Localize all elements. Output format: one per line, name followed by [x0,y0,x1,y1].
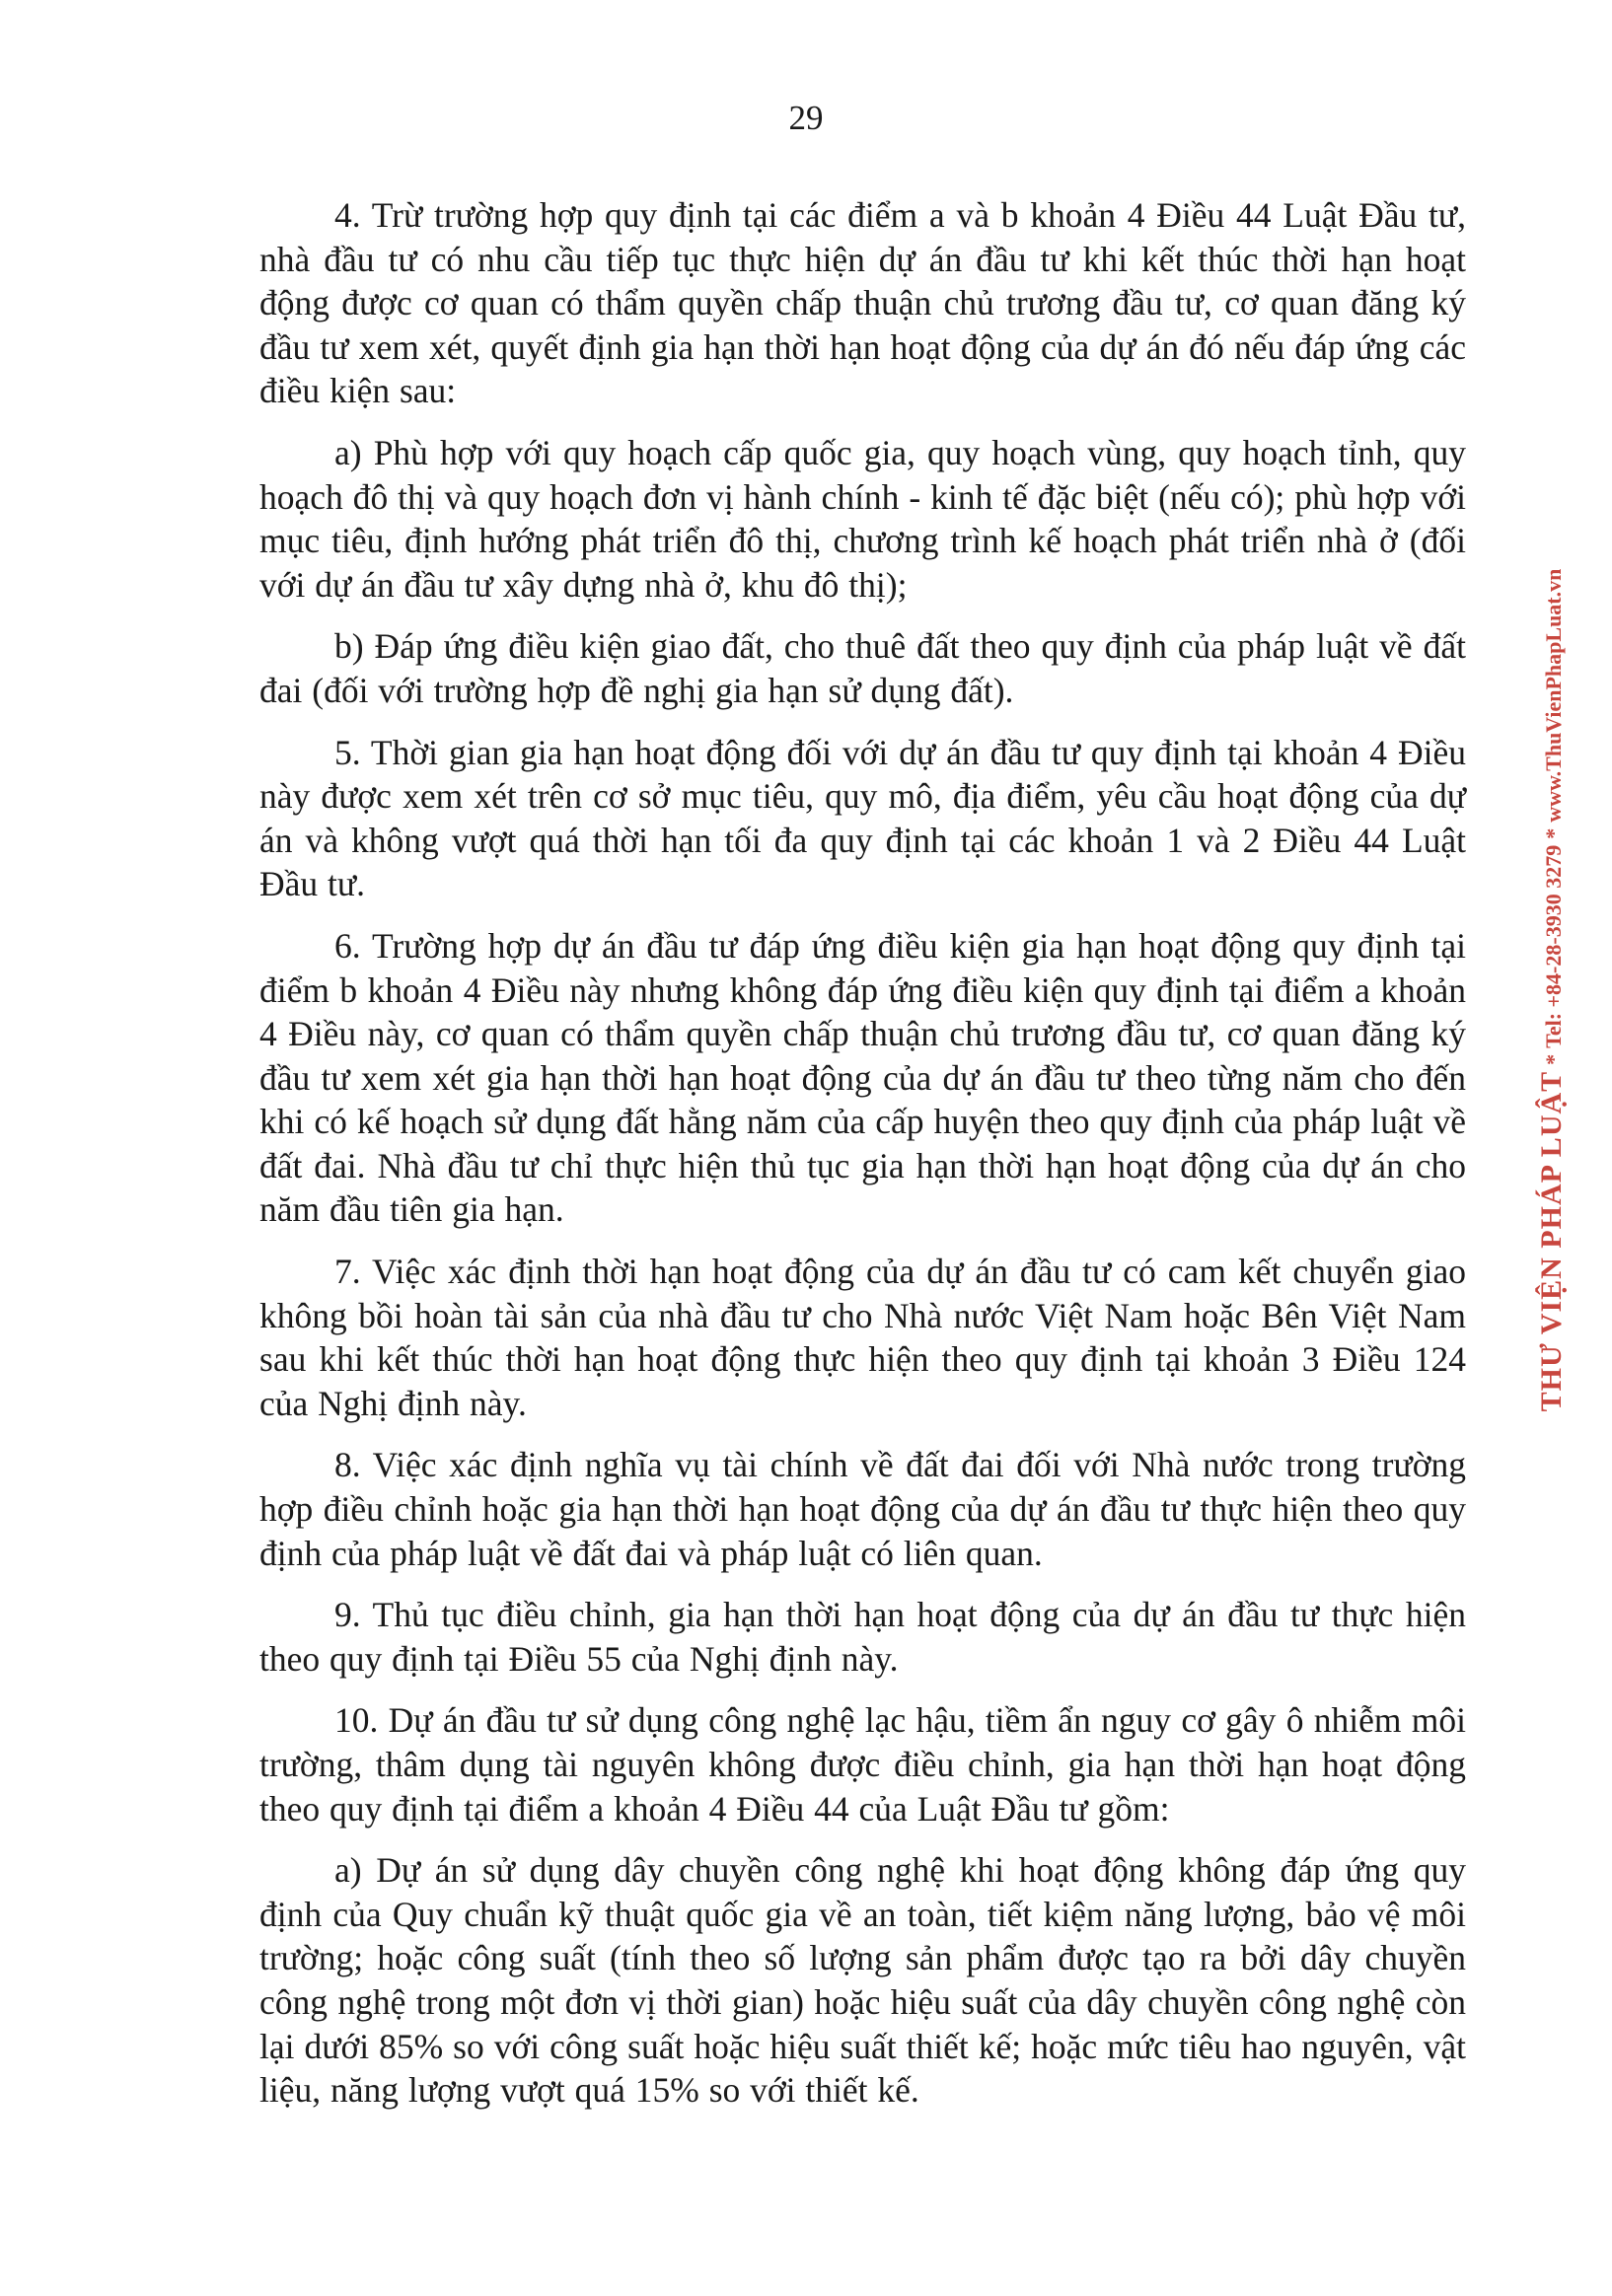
watermark-separator-2: * [1541,827,1566,839]
paragraph-clause-9: 9. Thủ tục điều chỉnh, gia hạn thời hạn hoạt động của dự án đầu tư thực hiện theo quy định tại Điều 55 của Nghị định này. [259,1595,1466,1679]
document-body [259,193,1466,2130]
page-number: 29 [788,99,824,137]
paragraph-clause-7: 7. Việc xác định thời hạn hoạt động của dự án đầu tư có cam kết chuyển giao không bồi hoàn tài sản của nhà đầu tư cho Nhà nước Việt Nam hoặc Bên Việt Nam sau khi kết thúc thời hạn hoạt động thực hiện theo quy định tại khoản 3 Điều 124 của Nghị định này. [259,1252,1466,1423]
paragraph-clause-6: 6. Trường hợp dự án đầu tư đáp ứng điều kiện gia hạn hoạt động quy định tại điểm b khoản 4 Điều này nhưng không đáp ứng điều kiện quy định tại điểm a khoản 4 Điều này, cơ quan có thẩm quyền chấp thuận chủ trương đầu tư, cơ quan đăng ký đầu tư xem xét gia hạn thời hạn hoạt động của dự án đầu tư theo từng năm cho đến khi có kế hoạch sử dụng đất hằng năm của cấp huyện theo quy định của pháp luật về đất đai. Nhà đầu tư chỉ thực hiện thủ tục gia hạn thời hạn hoạt động của dự án cho năm đầu tiên gia hạn. [259,925,1466,1230]
paragraph-clause-10: 10. Dự án đầu tư sử dụng công nghệ lạc hậu, tiềm ẩn nguy cơ gây ô nhiễm môi trường, thâm dụng tài nguyên không được điều chỉnh, gia hạn thời hạn hoạt động theo quy định tại điểm a khoản 4 Điều 44 của Luật Đầu tư gồm: [259,1700,1466,1829]
paragraph-clause-5: 5. Thời gian gia hạn hoạt động đối với dự án đầu tư quy định tại khoản 4 Điều này được xem xét trên cơ sở mục tiêu, quy mô, địa điểm, yêu cầu hoạt động của dự án và không vượt quá thời hạn tối đa quy định tại các khoản 1 và 2 Điều 44 Luật Đầu tư. [259,732,1466,904]
paragraph-clause-4a: a) Phù hợp với quy hoạch cấp quốc gia, quy hoạch vùng, quy hoạch tỉnh, quy hoạch đô thị và quy hoạch đơn vị hành chính - kinh tế đặc biệt (nếu có); phù hợp với mục tiêu, định hướng phát triển đô thị, chương trình kế hoạch phát triển nhà ở (đối với dự án đầu tư xây dựng nhà ở, khu đô thị); [259,432,1466,605]
paragraph-clause-10a: a) Dự án sử dụng dây chuyền công nghệ khi hoạt động không đáp ứng quy định của Quy chuẩn kỹ thuật quốc gia về an toàn, tiết kiệm năng lượng, bảo vệ môi trường; hoặc công suất (tính theo số lượng sản phẩm được tạo ra bởi dây chuyền công nghệ trong một đơn vị thời gian) hoặc hiệu suất của dây chuyền công nghệ còn lại dưới 85% so với công suất hoặc hiệu suất thiết kế; hoặc mức tiêu hao nguyên, vật liệu, năng lượng vượt quá 15% so với thiết kế. [259,1850,1466,2111]
watermark-website: www.ThuVienPhapLuat.vn [1541,568,1566,823]
paragraph-clause-8: 8. Việc xác định nghĩa vụ tài chính về đất đai đối với Nhà nước trong trường hợp điều chỉnh hoặc gia hạn thời hạn hoạt động của dự án đầu tư thực hiện theo quy định của pháp luật về đất đai và pháp luật có liên quan. [259,1445,1466,1573]
watermark-separator: * [1541,1053,1566,1065]
watermark-brand: THƯ VIỆN PHÁP LUẬT [1535,1070,1568,1412]
paragraph-clause-4: 4. Trừ trường hợp quy định tại các điểm a và b khoản 4 Điều 44 Luật Đầu tư, nhà đầu tư có nhu cầu tiếp tục thực hiện dự án đầu tư khi kết thúc thời hạn hoạt động được cơ quan có thẩm quyền chấp thuận chủ trương đầu tư, cơ quan đăng ký đầu tư xem xét, quyết định gia hạn thời hạn hoạt động của dự án đó nếu đáp ứng các điều kiện sau: [259,195,1466,411]
paragraph-clause-4b: b) Đáp ứng điều kiện giao đất, cho thuê đất theo quy định của pháp luật về đất đai (đối với trường hợp đề nghị gia hạn sử dụng đất). [259,626,1466,710]
watermark-tel: Tel: +84-28-3930 3279 [1541,844,1566,1048]
watermark [1522,517,1581,1464]
